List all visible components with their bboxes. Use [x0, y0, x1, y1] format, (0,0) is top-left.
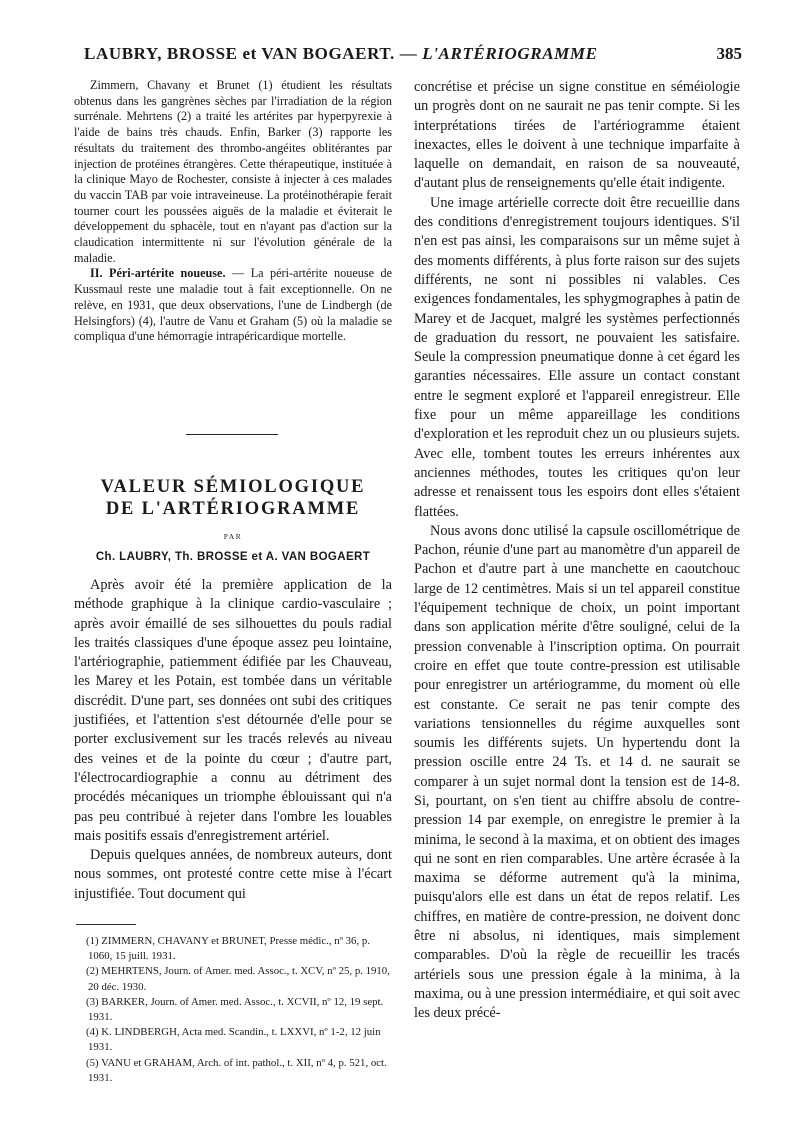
periarteritis-text: — La péri-artérite noueuse de Kussmaul reste une maladie tout à fait exceptionnelle. On ne relève, en 1931, que deux observations, l'une de Lindbergh (de Helsingfors) (4), l'autre de Vanu et Graham (5) où la maladie se compliqua d'une hémorragie intrapéricardique mortelle.: [74, 266, 392, 344]
footnote-rule: [76, 924, 136, 925]
article-title-line-2: DE L'ARTÉRIOGRAMME: [105, 499, 361, 519]
article-authors: Ch. LAUBRY, Th. BROSSE et A. VAN BOGAERT: [95, 551, 371, 563]
article-title-line-1: VALEUR SÉMIOLOGIQUE: [100, 477, 366, 497]
article-title-block: [74, 476, 392, 563]
left-column-top: [74, 78, 392, 345]
paragraph-continuation: concrétise et précise un signe constitue en séméiologie un progrès dont on ne saurait ne pas tenir compte. Si les interprétations tirées de l'artériogramme étaient inexactes, elles le doivent à une technique imparfaite à laquelle on demandait, en raison de sa nouveauté, d'autant plus de renseignements qu'elle était indigente.: [414, 79, 740, 192]
footnote-3: (3) BARKER, Journ. of Amer. med. Assoc., t. XCVII, nº 12, 19 sept. 1931.: [86, 995, 384, 1024]
paragraph-correct-image: Une image artérielle correcte doit être recueillie dans des conditions d'enregistrement toujours identiques. S'il n'en est pas ainsi, les comparaisons sur un même sujet à des moments différents, à plus forte raison sur des sujets différents, ne sont ni possibles ni valables. Ces exigences fondamentales, les sphygmographes à patin de Marey et de Jacquet, malgré les systèmes perfectionnés de graduation du ressort, ne pouvaient les satisfaire. Seule la compression pneumatique donne à cet égard les garanties nécessaires. Elle assure un contact constant entre le segment exploré et l'appareil enregistreur. Elle fixe pour un même appareillage les conditions d'exploration et les reproduit chez un ou plusieurs sujets. Avec elle, tombent toutes les erreurs inhérentes aux anciennes méthodes, toutes les critiques qu'on leur adresse et renaissent tous les espoirs dont elles s'étaient flattées.: [414, 194, 740, 520]
running-article-title: L'ARTÉRIOGRAMME: [422, 44, 598, 63]
running-header: [74, 40, 742, 74]
running-authors: LAUBRY, BROSSE et VAN BOGAERT.: [84, 44, 395, 63]
paragraph-intro: Après avoir été la première application de la méthode graphique à la clinique cardio-vasculaire ; après avoir émaillé de ses silhouettes du pouls radial les traités classiques d'une époque assez peu lointaine, l'artériographie, patiemment édifiée par les Chauveau, les Marey et les Potain, est tombée dans un véritable discrédit. D'une part, ses données ont subi des critiques justifiées, et l'attention s'est détournée d'elle pour se porter exclusivement sur les tracés relevés au niveau des veines et de la pointe du cœur ; d'autre part, l'électrocardiographie a connu au détriment des procédés mécaniques un triomphe éblouissant qui n'a pas peu contribué à rejeter dans l'ombre les louables mais positifs essais d'enregistrement artériel.: [74, 577, 392, 844]
paragraph-periarteritis: [74, 266, 392, 345]
section-divider: [186, 434, 278, 435]
footnote-2: (2) MEHRTENS, Journ. of Amer. med. Assoc., t. XCV, nº 25, p. 1910, 20 déc. 1930.: [86, 965, 390, 993]
left-column-body: [74, 576, 392, 904]
footnote-1: (1) ZIMMERN, CHAVANY et BRUNET, Presse médic., nº 36, p. 1060, 15 juill. 1931.: [86, 935, 370, 963]
paragraph-therapeutics: Zimmern, Chavany et Brunet (1) étudient les résultats obtenus dans les gangrènes sèches par l'irradiation de la région surrénale. Mehrtens (2) a traité les artérites par hyperpyrexie à l'aide de bains très chauds. Enfin, Barker (3) rapporte les résultats du traitement des thrombo-angéites oblitérantes par injection de protéines étrangères. Cette thérapeutique, instituée à la clinique Mayo de Rochester, consiste à injecter à ces malades du vaccin TAB par voie intraveineuse. La protéinothérapie ferait tourner court les poussées aiguës de la maladie et éviterait le développement du sphacèle, tout en n'ayant pas d'action sur la claudication intermittente ni sur l'évolution générale de la maladie.: [74, 78, 392, 265]
paragraph-pachon-capsule: Nous avons donc utilisé la capsule oscillométrique de Pachon, réunie d'une part au manomètre d'un appareil de Pachon et d'autre part à une manchette en caoutchouc large de 12 centimètres. Mais si un tel appareil constitue l'équipement technique de choix, un point important dans son application mérite d'être souligné, celui de la pression convenable à l'inscription optima. On pourrait croire en effet que toute contre-pression est utilisable pour enregistrer un artériogramme, du moment où elle est constante. Ce serait ne pas tenir compte des variations tensionnelles du régime auxquelles sont soumis les différents sujets. Un hypertendu dont la pression oscille entre 24 Ts. et 14 d. ne saurait se comparer à un sujet normal dont la tension est de 14-8. Si, pourtant, on s'en tient au chiffre absolu de contre-pression 14 par exemple, on enregistre le premier à la minima, le second à la maxima, et on obtient des images qui ne sont en rien comparables. Une artère écrasée à la maxima se déforme autrement qu'à la minima, puisqu'alors elle est dans un état de repos relatif. Les chiffres, en matière de contre-pression, ne doivent donc être ni absolus, ni identiques, mais simplement comparables. D'où la règle de recueillir les tracés artériels sous une pression égale à la minima, à la maxima, ou à une pression intermédiaire, et qui soit avec les deux précé-: [414, 522, 740, 1022]
page-number: 385: [716, 44, 742, 63]
footnote-4: (4) K. LINDBERGH, Acta med. Scandin., t. LXXVI, nº 1-2, 12 juin 1931.: [86, 1026, 381, 1054]
right-column: [414, 78, 740, 1024]
running-dash: —: [399, 44, 418, 63]
byline-par: PAR: [223, 532, 243, 541]
footnote-5: (5) VANU et GRAHAM, Arch. of int. pathol., t. XII, nº 4, p. 521, oct. 1931.: [86, 1056, 387, 1084]
section-label-periarteritis: II. Péri-artérite noueuse.: [90, 266, 226, 281]
footnotes: [74, 934, 392, 1086]
running-title: [84, 44, 598, 64]
paragraph-recent-years: Depuis quelques années, de nombreux auteurs, dont nous sommes, ont protesté contre cette mise à l'écart injustifiée. Tout document qui: [74, 847, 392, 902]
